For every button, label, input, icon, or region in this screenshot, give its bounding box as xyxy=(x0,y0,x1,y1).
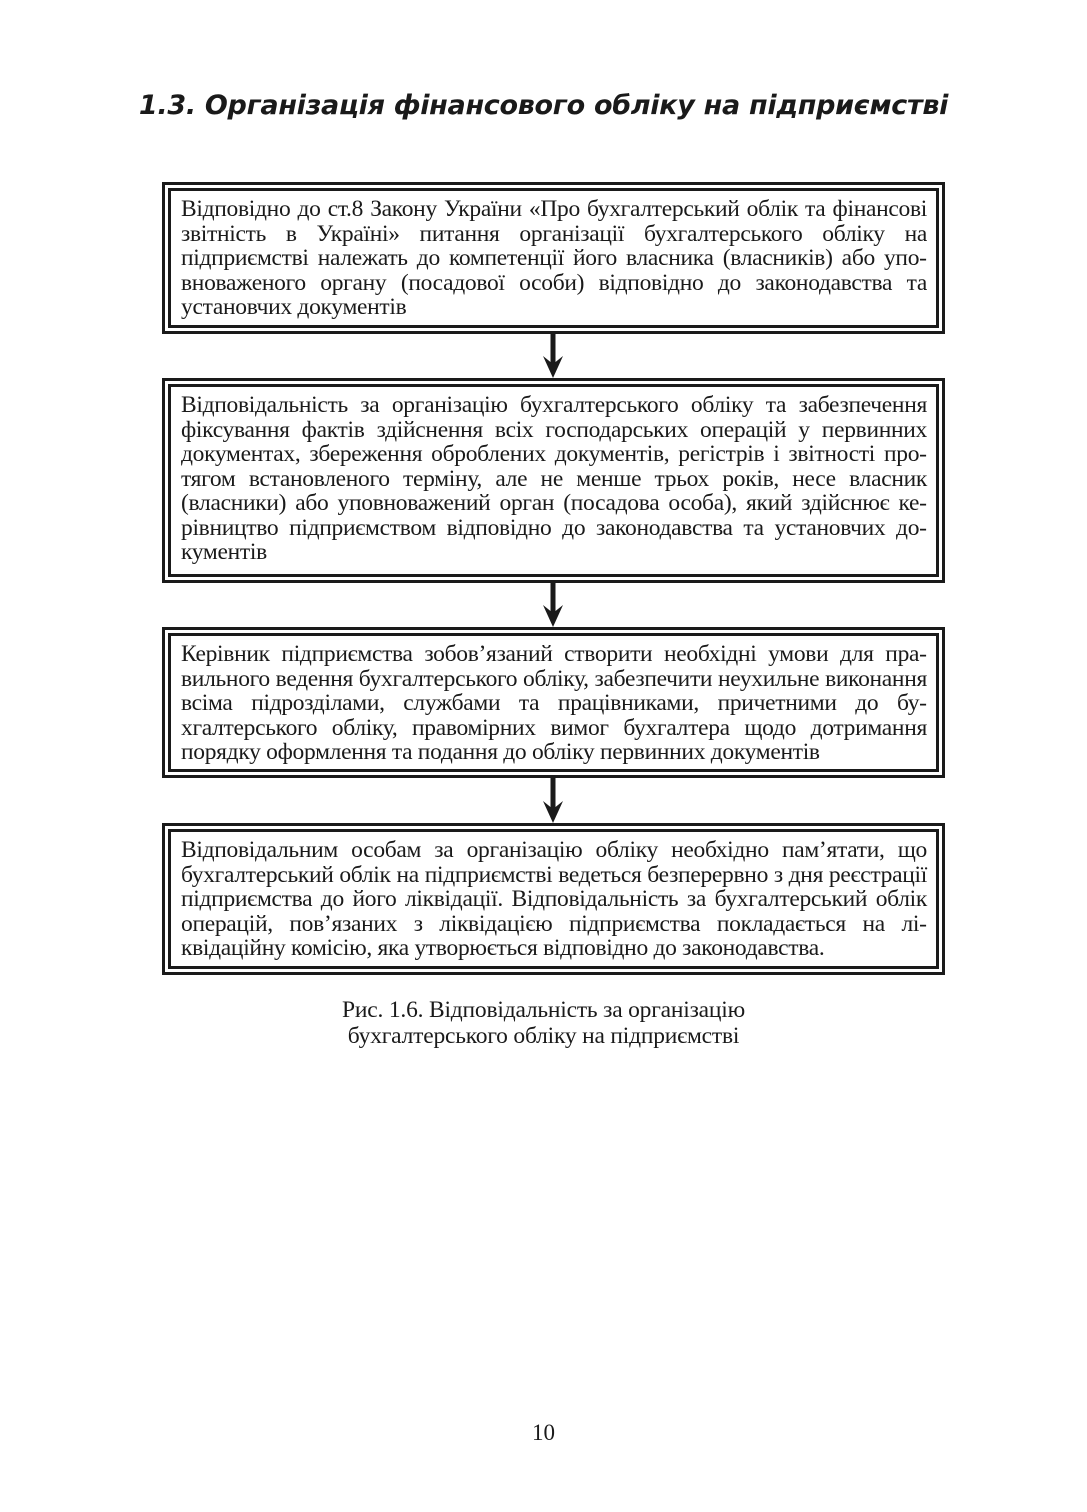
section-heading: 1.3. Організація фінансового обліку на підприємстві xyxy=(138,90,949,121)
flow-arrow-1 xyxy=(541,334,565,378)
flow-box-1-text: Відповідно до ст.8 Закону України «Про бухгалтерський облік та фінансові звітність в Україні» питання організації бухгалтерського обліку на підприємстві належать до компетенції його власника (власників) або уповноваженого органу (посадової особи) відповідно до законодавства та установчих документів xyxy=(181,196,927,320)
flow-box-3-text: Керівник підприємства зобов’язаний створити необхідні умови для правильного ведення бухгалтерського обліку, забезпечити неухильне виконання всіма підрозділами, службами та працівниками, причетними до бухгалтерського обліку, правомірних вимог бухгалтера щодо дотримання порядку оформлення та подання до обліку первинних документів xyxy=(181,641,927,765)
flow-box-4 xyxy=(162,823,945,975)
flow-box-3 xyxy=(162,627,945,778)
flow-arrow-2 xyxy=(541,583,565,627)
flow-box-1-inner xyxy=(168,188,939,328)
flow-box-1 xyxy=(162,182,945,334)
figure-caption-line-2: бухгалтерського обліку на підприємстві xyxy=(347,1023,740,1049)
flow-box-4-inner xyxy=(168,829,939,969)
flow-box-2-text: Відповідальність за організацію бухгалтерського обліку та забезпечення фіксування фактів здійснення всіх господарських операцій у первинних документах, збереження оброблених документів, регістрів і звітності протягом встановленого терміну, але не менше трьох років, несе власник (власники) або уповноважений орган (посадова особа), який здійснює керівництво підприємством відповідно до законодавства та установчих документів xyxy=(181,392,927,565)
flow-arrow-3 xyxy=(541,778,565,823)
figure-caption xyxy=(0,997,1087,1049)
flow-box-4-text: Відповідальним особам за організацію обліку необхідно пам’ятати, що бухгалтерський облік на підприємстві ведеться безперервно з дня реєстрації підприємства до його ліквідації. Відповідальність за бухгалтерський облік операцій, пов’язаних з ліквідацією підприємства покладається на ліквідаційну комісію, яка утворюється відповідно до законодавства. xyxy=(181,837,927,961)
flow-box-2-inner xyxy=(168,384,939,577)
figure-caption-line-1: Рис. 1.6. Відповідальність за організацію xyxy=(342,997,745,1023)
page-number: 10 xyxy=(532,1420,555,1445)
flow-box-2 xyxy=(162,378,945,583)
flow-box-3-inner xyxy=(168,633,939,772)
